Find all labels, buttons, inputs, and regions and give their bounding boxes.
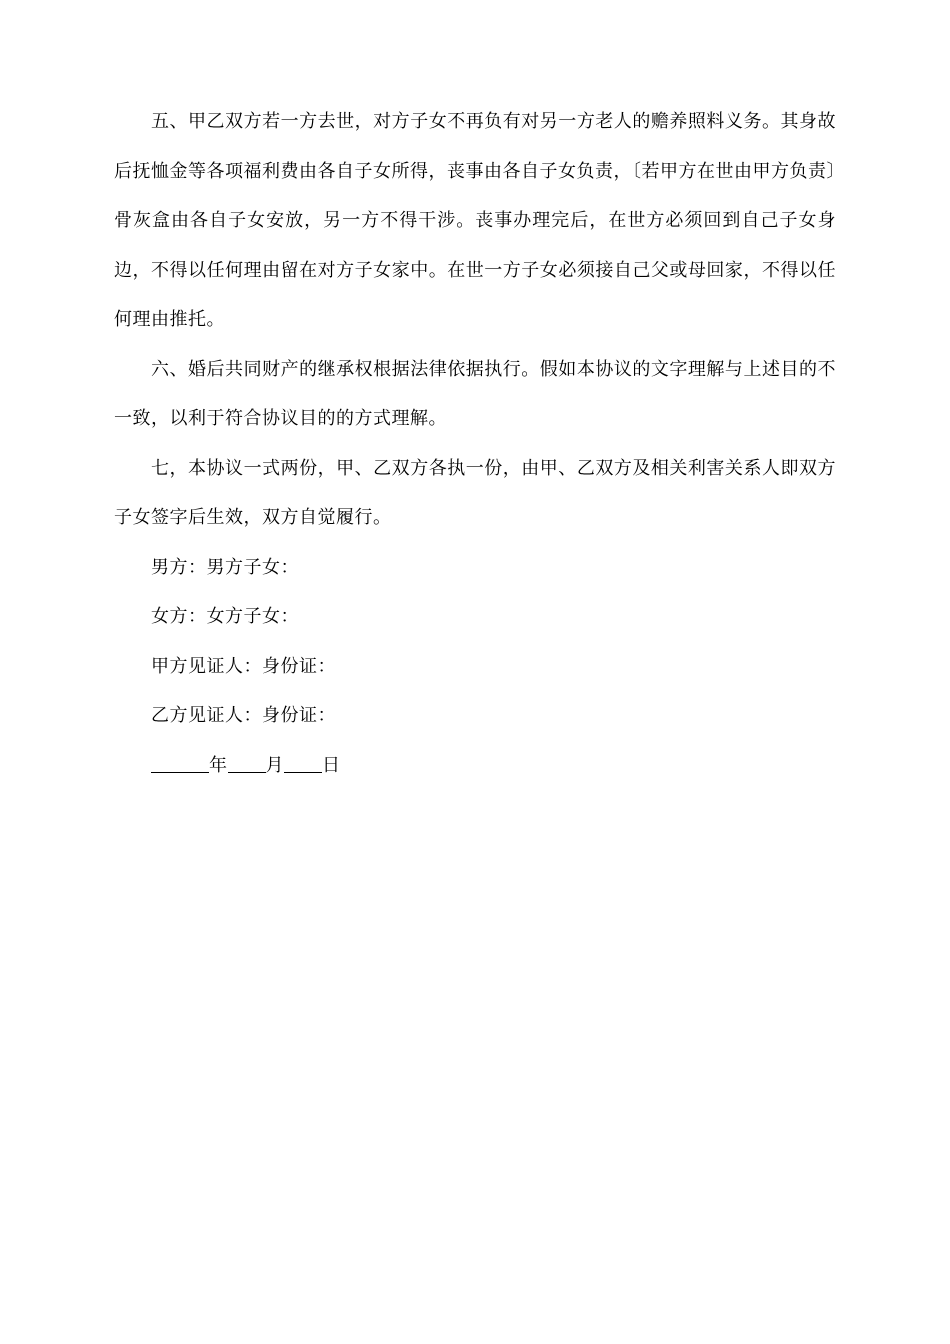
clause-six: 六、婚后共同财产的继承权根据法律依据执行。假如本协议的文字理解与上述目的不一致，以利于符合协议目的的方式理解。 — [114, 358, 836, 429]
date-line — [114, 741, 836, 791]
month-blank — [228, 754, 266, 773]
year-blank — [151, 754, 209, 773]
month-label: 月 — [265, 754, 284, 776]
day-blank — [284, 754, 322, 773]
signature-male: 男方：男方子女： — [151, 556, 299, 578]
document-page — [114, 97, 836, 790]
clause-seven: 七，本协议一式两份，甲、乙双方各执一份，由甲、乙双方及相关利害关系人即双方子女签字后生效，双方自觉履行。 — [114, 457, 836, 528]
day-label: 日 — [322, 754, 341, 776]
clause-five: 五、甲乙双方若一方去世，对方子女不再负有对另一方老人的赡养照料义务。其身故后抚恤金等各项福利费由各自子女所得，丧事由各自子女负责，〔若甲方在世由甲方负责〕骨灰盒由各自子女安放，另一方不得干涉。丧事办理完后，在世方必须回到自己子女身边，不得以任何理由留在对方子女家中。在世一方子女必须接自己父或母回家，不得以任何理由推托。 — [114, 111, 836, 330]
year-label: 年 — [209, 754, 228, 776]
signature-witness-a: 甲方见证人：身份证： — [151, 655, 336, 677]
signature-witness-b: 乙方见证人：身份证： — [151, 705, 336, 726]
signature-female: 女方：女方子女： — [151, 606, 299, 627]
